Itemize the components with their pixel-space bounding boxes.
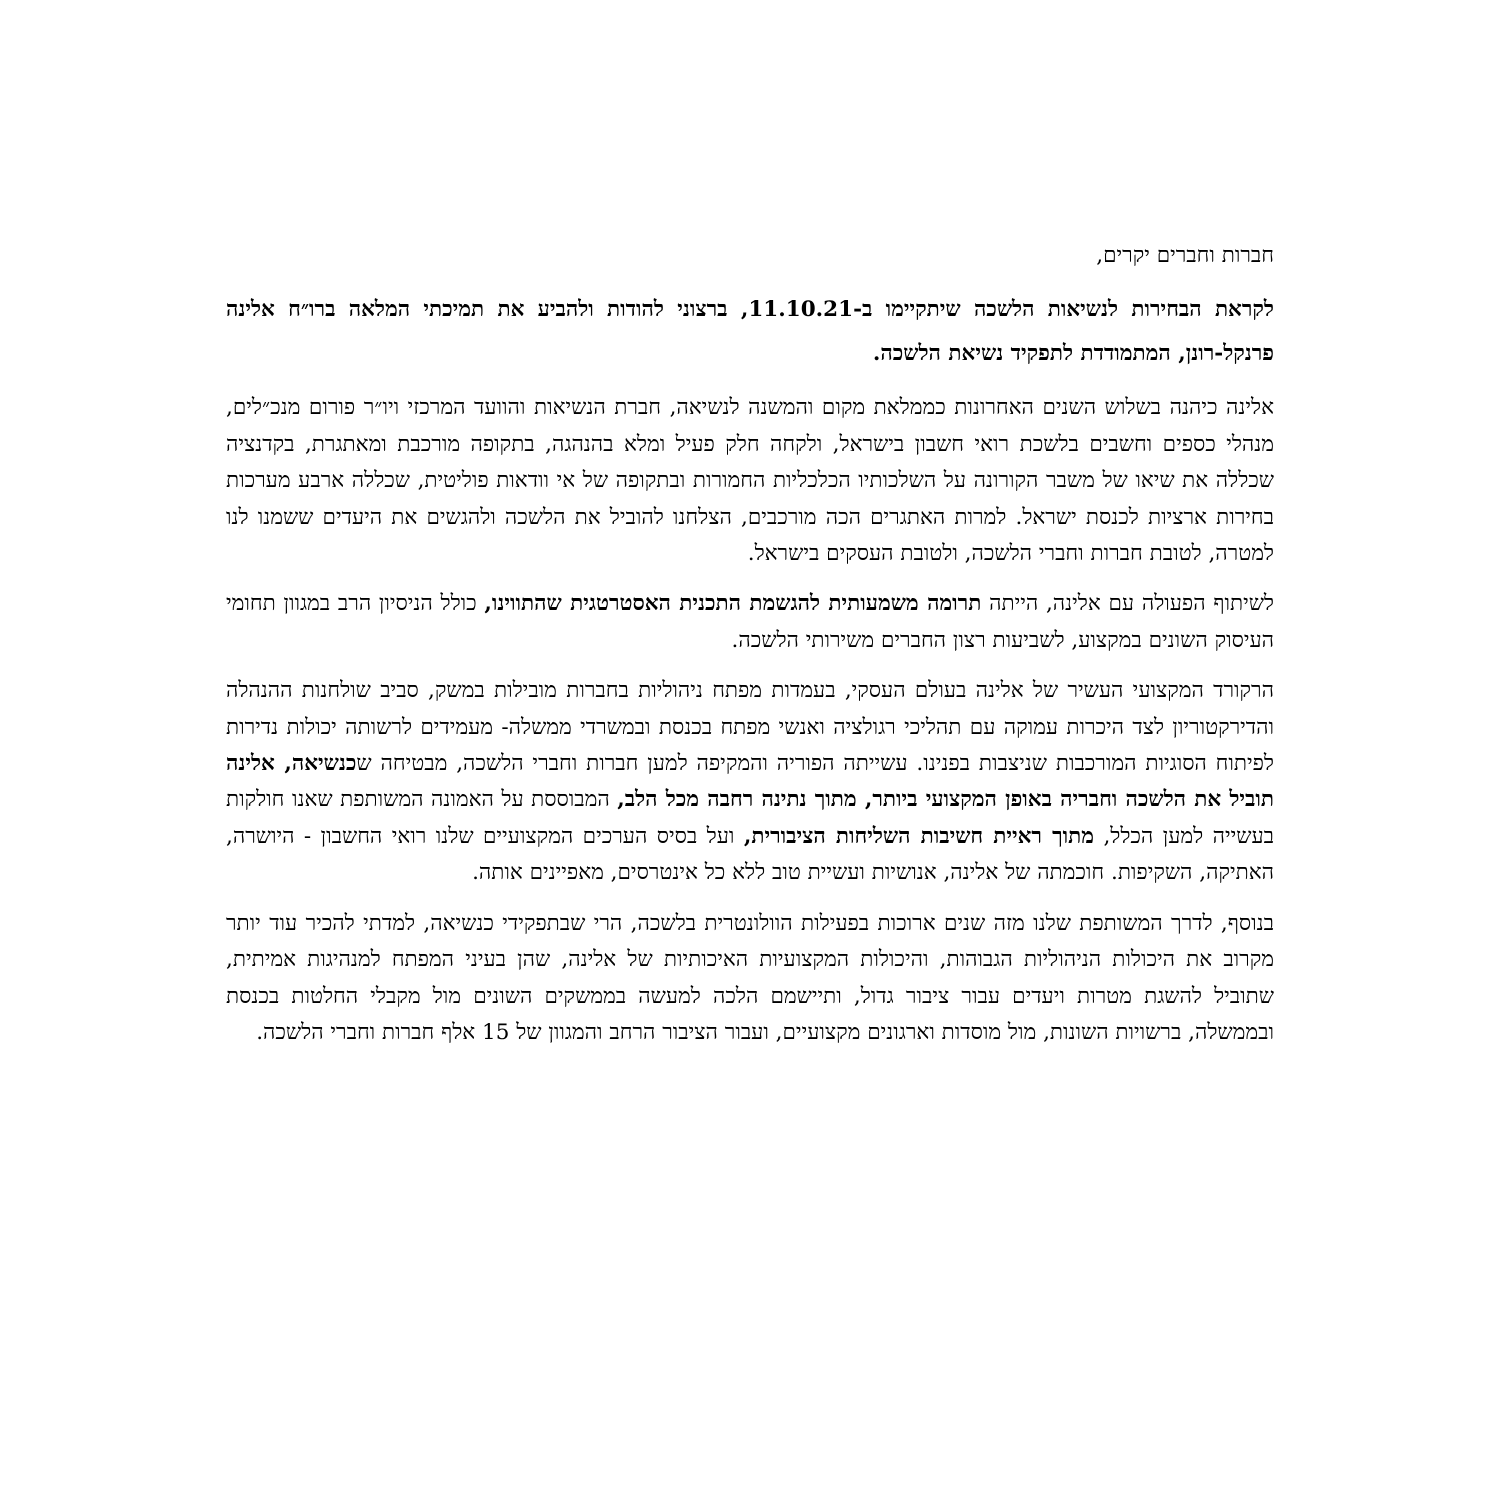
text-segment: המבוססת על האמונה המשותפת שאנו חולקות בעשייה למען הכלל, <box>226 787 1275 849</box>
text-segment: לשיתוף הפעולה עם אלינה, הייתה <box>981 591 1274 617</box>
bold-phrase-as-president: כנשיאה, אלינה תוביל את הלשכה וחבריה באופן המקצועי ביותר, מתוך נתינה רחבה מכל הלב, <box>226 751 1274 813</box>
letter-body <box>226 238 1274 1065</box>
greeting: חברות וחברים יקרים, <box>1096 243 1274 268</box>
bold-phrase-strategic-plan: תרומה משמעותית להגשמת התכנית האסטרטגית שהתווינו, <box>484 591 982 617</box>
text-segment: ועל בסיס הערכים המקצועיים שלנו רואי החשבון - היושרה, האתיקה, השקיפות. חוכמתה של אלינה, אנושיות ועשיית טוב ללא כל אינטרסים, מאפיינים אותה. <box>226 823 1274 886</box>
paragraph-record <box>226 673 1274 891</box>
bold-phrase-public-mission: מתוך ראיית חשיבות השליחות הציבורית, <box>743 823 1095 849</box>
text-segment: הרקורד המקצועי העשיר של אלינה בעולם העסקי, בעמדות מפתח ניהוליות בחברות מובילות במשק, סביב שולחנות ההנהלה והדירקטוריון לצד היכרות עמוקה עם תהליכי רגולציה ואנשי מפתח בכנסת ובמשרדי ממשלה- מעמידים לרשותה יכולות נדירות לפיתוח הסוגיות המורכבות שניצבות בפנינו. עשייתה הפוריה והמקיפה למען חברות וחברי הלשכה, מבטיחה ש <box>226 678 1274 777</box>
text-segment: כולל הניסיון הרב במגוון תחומי העיסוק השונים במקצוע, לשביעות רצון החברים משירותי הלשכה. <box>226 591 1274 653</box>
intro-paragraph: לקראת הבחירות לנשיאות הלשכה שיתקיימו ב-11.10.21, ברצוני להודות ולהביע את תמיכתי המלאה ברו״ח אלינה פרנקל-רונן, המתמודדת לתפקיד נשיאת הלשכה. <box>226 297 1274 367</box>
paragraph-shared-path: בנוסף, לדרך המשותפת שלנו מזה שנים ארוכות בפעילות הוולונטרית בלשכה, הרי שבתפקידי כנשיאה, למדתי להכיר עוד יותר מקרוב את היכולות הניהוליות הגבוהות, והיכולות המקצועיות האיכותיות של אלינה, שהן בעיני המפתח למנהיגות אמיתית, שתוביל להשגת מטרות ויעדים עבור ציבור גדול, ותיישמם הלכה למעשה בממשקים השונים מול מקבלי החלטות בכנסת ובממשלה, ברשויות השונות, מול מוסדות וארגונים מקצועיים, ועבור הציבור הרחב והמגוון של 15 אלף חברות וחברי הלשכה. <box>226 910 1274 1045</box>
paragraph-term-summary: אלינה כיהנה בשלוש השנים האחרונות כממלאת מקום והמשנה לנשיאה, חברת הנשיאות והוועד המרכזי ויו״ר פורום מנכ״לים, מנהלי כספים וחשבים בלשכת רואי חשבון בישראל, ולקחה חלק פעיל ומלא בהנהגה, בתקופה מורכבת ומאתגרת, בקדנציה שכללה את שיאו של משבר הקורונה על השלכותיו הכלכליות החמורות ובתקופה של אי וודאות פוליטית, שכללה ארבע מערכות בחירות ארציות לכנסת ישראל. למרות האתגרים הכה מורכבים, הצלחנו להוביל את הלשכה ולהגשים את היעדים ששמנו לנו למטרה, לטובת חברות וחברי הלשכה, ולטובת העסקים בישראל. <box>226 395 1274 567</box>
paragraph-cooperation <box>226 586 1274 659</box>
